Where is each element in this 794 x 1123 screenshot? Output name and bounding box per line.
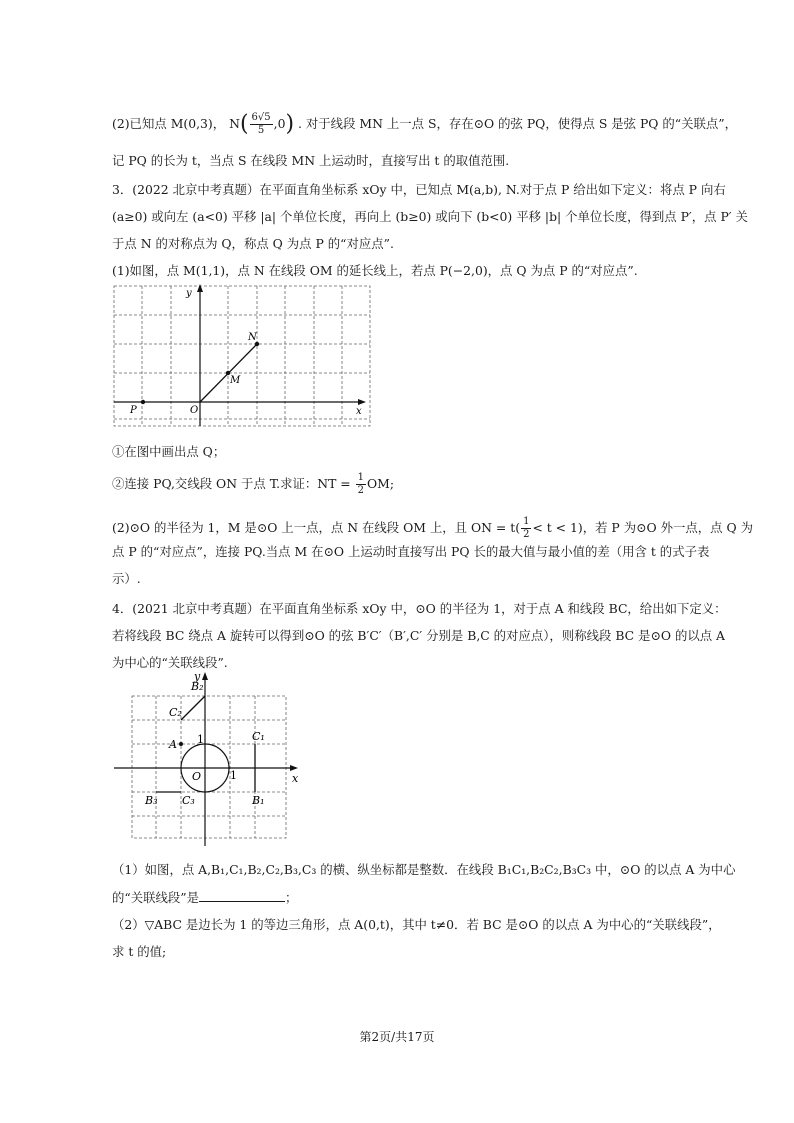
figure-2-one-x: 1 xyxy=(230,769,237,782)
p4-part2-line2: 求 t 的值; xyxy=(112,944,167,959)
segment-b2c2 xyxy=(181,696,205,720)
figure-2-c3-label: C₃ xyxy=(182,794,195,807)
p3-line1: 3．(2022 北京中考真题）在平面直角坐标系 xOy 中，已知点 M(a,b), N.对于点 P 给出如下定义：将点 P 向右 xyxy=(112,182,726,197)
figure-2-o-label: O xyxy=(192,770,202,783)
p3-part2-a: (2)⊙O 的半径为 1，M 是⊙O 上一点，点 N 在线段 OM 上，且 ON = t( xyxy=(112,520,521,535)
figure-2-y-label: y xyxy=(194,670,201,683)
figure-2-a-label: A xyxy=(169,738,177,751)
figure-2-one-y: 1 xyxy=(197,733,204,746)
p3-part2-fraction: $\frac{1}{2}$ xyxy=(523,516,530,540)
figure-1-y-label: y xyxy=(186,288,192,299)
p4-line3: 为中心的“关联线段”. xyxy=(112,655,228,670)
p4-part1-line2-a: 的“关联线段”是 xyxy=(112,890,200,905)
page-footer: 第2页/共17页 xyxy=(359,1030,435,1044)
p3-part2-line3: 示）. xyxy=(112,571,141,586)
p2-n-tail: ,0 xyxy=(273,116,286,131)
p4-part1-line1: （1）如图，点 A,B₁,C₁,B₂,C₂,B₃,C₃ 的横、纵坐标都是整数．在线段 B₁C₁,B₂C₂,B₃C₃ 中，⊙O 的以点 A 为中心 xyxy=(112,862,736,877)
p3-sub2-fraction: $\frac{1}{2}$ xyxy=(357,472,365,496)
p4-line1: 4．(2021 北京中考真题）在平面直角坐标系 xOy 中，⊙O 的半径为 1，对于点 A 和线段 BC，给出如下定义： xyxy=(112,601,727,616)
p3-sub2 xyxy=(112,472,394,497)
p3-part1: (1)如图，点 M(1,1)，点 N 在线段 OM 的延长线上，若点 P(−2,0)，点 Q 为点 P 的“对应点”. xyxy=(112,263,638,278)
p4-part1-line2 xyxy=(112,889,297,907)
point-p xyxy=(141,400,145,404)
figure-2-b1-label: B₁ xyxy=(252,794,265,807)
grid-border xyxy=(114,286,370,426)
p3-line3: 于点 N 的对称点为 Q，称点 Q 为点 P 的“对应点”. xyxy=(112,236,394,251)
p3-part2-line1 xyxy=(112,516,753,541)
p2-n-label: N xyxy=(229,116,240,131)
figure-2-b3-label: B₃ xyxy=(145,794,158,807)
p2-point-m: M(0,3) xyxy=(170,116,213,131)
figure-1-x-label: x xyxy=(356,406,362,417)
figure-2-c1-label: C₁ xyxy=(252,730,265,743)
p4-part2-line1: （2）▽ABC 是边长为 1 的等边三角形，点 A(0,t)，其中 t≠0．若 BC 是⊙O 的以点 A 为中心的“关联线段”， xyxy=(112,917,721,932)
p3-line2: (a≥0) 或向左 (a<0) 平移 |a| 个单位长度，再向上 (b≥0) 或向下 (b<0) 平移 |b| 个单位长度，得到点 P′，点 P′ 关 xyxy=(112,209,748,224)
p3-sub2-a: ②连接 PQ,交线段 ON 于点 T.求证：NT = xyxy=(112,476,351,491)
p4-line2: 若将线段 BC 绕点 A 旋转可以得到⊙O 的弦 B′C′（B′,C′ 分别是 B,C 的对应点），则称线段 BC 是⊙O 的以点 A xyxy=(112,628,725,643)
p3-sub1: ①在图中画出点 Q； xyxy=(112,444,226,459)
p3-sub2-b: OM; xyxy=(367,476,395,491)
figure-1-n-label: N xyxy=(248,332,257,343)
point-a xyxy=(179,742,183,746)
figure-1-p-label: P xyxy=(130,405,137,416)
grid-border xyxy=(132,696,286,838)
figure-1-o-label: O xyxy=(190,405,199,416)
p4-part1-line2-b: ； xyxy=(285,890,298,905)
answer-blank[interactable] xyxy=(199,889,285,902)
figure-1-m-label: M xyxy=(230,375,241,386)
p2-line1: (2)已知点 M(0,3)， N( $\frac{6√5}{5}$ ,0) . 对于线段 MN 上一点 S，存在⊙O 的弦 PQ，使得点 S 是弦 PQ 的“关联点”， xyxy=(112,111,738,137)
figure-2-b2-label: B₂ xyxy=(191,680,204,693)
p2-line2: 记 PQ 的长为 t，当点 S 在线段 MN 上运动时，直接写出 t 的取值范围. xyxy=(112,153,510,168)
p3-part2-line2: 点 P 的“对应点”，连接 PQ.当点 M 在⊙O 上运动时直接写出 PQ 长的最大值与最小值的差（用含 t 的式子表 xyxy=(112,544,710,559)
figure-2-grid xyxy=(112,668,312,846)
p2-line1-b: . 对于线段 MN 上一点 S，存在⊙O 的弦 PQ，使得点 S 是弦 PQ 的“关联点”， xyxy=(298,116,738,131)
p2-line1-a: (2)已知点 xyxy=(112,116,167,131)
p2-n-fraction: $\frac{6√5}{5}$ xyxy=(251,112,271,136)
p3-part2-b: < t < 1)，若 P 为⊙O 外一点，点 Q 为 xyxy=(532,520,753,535)
figure-1-grid xyxy=(112,282,374,430)
figure-2-x-label: x xyxy=(292,772,299,785)
figure-2-c2-label: C₂ xyxy=(169,706,182,719)
